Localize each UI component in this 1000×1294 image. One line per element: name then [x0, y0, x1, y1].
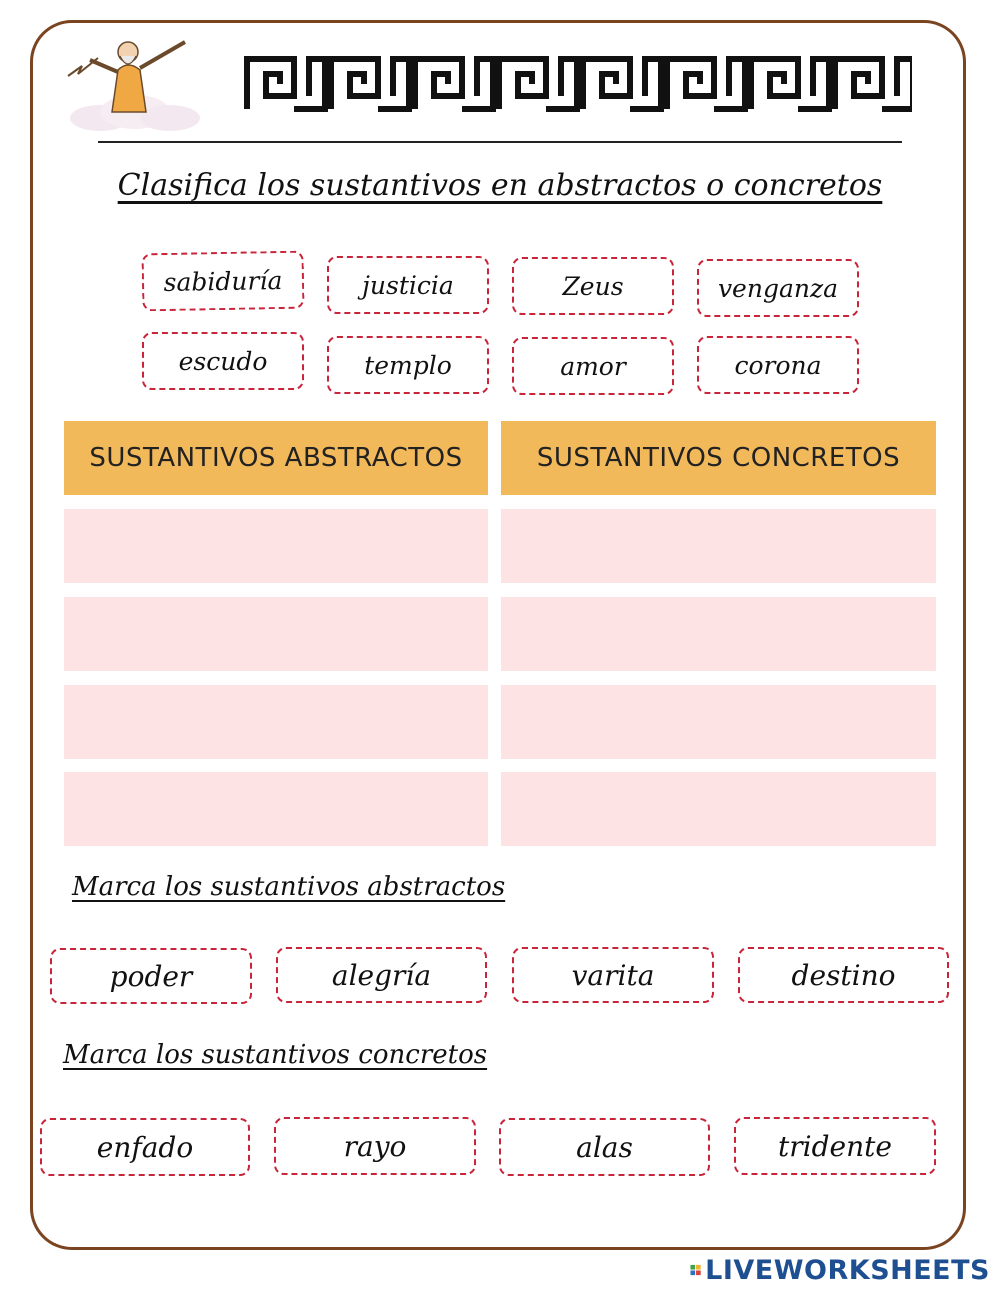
word-chip[interactable]: sabiduría	[142, 251, 305, 312]
concrete-drop-cell[interactable]	[501, 597, 936, 671]
table-header-concrete: SUSTANTIVOS CONCRETOS	[501, 421, 936, 495]
section-abstract-label: Marca los sustantivos abstractos	[72, 872, 506, 902]
word-chip[interactable]: templo	[327, 336, 489, 394]
concrete-drop-cell[interactable]	[501, 685, 936, 759]
option-chip[interactable]: rayo	[274, 1117, 476, 1175]
divider-line	[98, 141, 902, 143]
abstract-drop-cell[interactable]	[64, 772, 488, 846]
concrete-drop-cell[interactable]	[501, 509, 936, 583]
table-header-abstract: SUSTANTIVOS ABSTRACTOS	[64, 421, 488, 495]
word-chip[interactable]: corona	[697, 336, 859, 394]
worksheet-title: Clasifica los sustantivos en abstractos o concretos	[117, 168, 883, 203]
concrete-drop-cell[interactable]	[501, 772, 936, 846]
word-chip[interactable]: justicia	[327, 256, 489, 314]
greek-key-border	[244, 56, 912, 112]
option-chip[interactable]: destino	[738, 947, 949, 1003]
option-chip[interactable]: poder	[50, 948, 252, 1004]
option-chip[interactable]: alegría	[276, 947, 487, 1003]
brand-label: LIVEWORKSHEETS	[705, 1254, 990, 1286]
abstract-drop-cell[interactable]	[64, 685, 488, 759]
word-chip[interactable]: Zeus	[512, 257, 674, 315]
abstract-drop-cell[interactable]	[64, 597, 488, 671]
liveworksheets-footer	[690, 1255, 990, 1285]
zeus-illustration	[60, 30, 210, 135]
liveworksheets-logo-icon	[690, 1258, 701, 1282]
abstract-drop-cell[interactable]	[64, 509, 488, 583]
option-chip[interactable]: varita	[512, 947, 714, 1003]
section-concrete-label: Marca los sustantivos concretos	[63, 1040, 488, 1070]
option-chip[interactable]: enfado	[40, 1118, 250, 1176]
word-chip[interactable]: amor	[512, 337, 674, 395]
option-chip[interactable]: tridente	[734, 1117, 936, 1175]
word-chip[interactable]: venganza	[697, 259, 859, 317]
word-chip[interactable]: escudo	[142, 332, 304, 390]
option-chip[interactable]: alas	[499, 1118, 710, 1176]
